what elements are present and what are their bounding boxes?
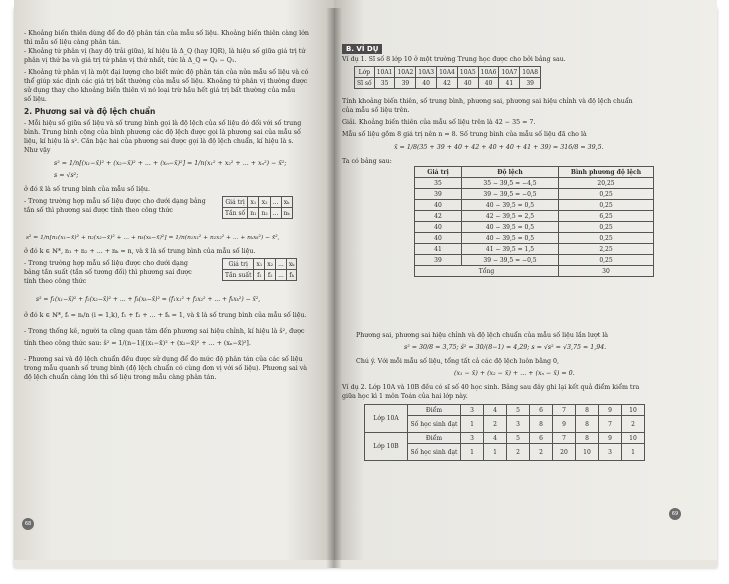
table-cell: 1 [622, 444, 645, 461]
table-cell: x₂ [259, 197, 270, 208]
table-cell: 1 [461, 444, 484, 461]
table-cell: ... [270, 197, 281, 208]
table-cell: 40 [457, 78, 478, 89]
table-header: Bình phương độ lệch [559, 167, 654, 178]
table-row [365, 433, 645, 444]
page-number: 69 [669, 508, 681, 520]
text-line: độ lệch chuẩn càng lớn thì số liệu trong mẫu càng phân tán. [24, 374, 217, 381]
text-line: sử dụng thay cho khoảng biến thiên vì nó loại trừ hầu hết giá trị bất thường của mẫu [24, 87, 296, 94]
table-cell: ... [270, 208, 281, 219]
table-cell: 39 [395, 78, 416, 89]
frequency-table [222, 196, 293, 219]
text-line: thì mẫu số liệu càng phân tán. [24, 39, 121, 46]
table-cell: 20,25 [559, 178, 654, 189]
table-cell: 40 [478, 78, 499, 89]
table-cell: 10A6 [478, 67, 499, 78]
table-cell: 4 [484, 433, 507, 444]
table-cell: 9 [553, 416, 576, 433]
table-cell: 10 [622, 433, 645, 444]
table-cell: 0,25 [559, 255, 654, 266]
table-row [415, 200, 654, 211]
table-row [415, 222, 654, 233]
table-cell: 5 [507, 433, 530, 444]
text-line: - Trong trường hợp mẫu số liệu được cho dưới dạng bảng [24, 198, 206, 205]
formula: (x₁ − x̄) + (x₂ − x̄) + ... + (xₙ − x̄) = 0. [454, 370, 575, 377]
table-cell: Số học sinh đạt [408, 416, 461, 433]
table-cell: 10A3 [416, 67, 437, 78]
table-cell: 3 [461, 433, 484, 444]
table-cell: 3 [461, 405, 484, 416]
table-cell: 39 [415, 255, 462, 266]
table-cell: Giá trị [223, 259, 254, 270]
text-line: - Khoảng biến thiên dùng để đo độ phân tán của mẫu số liệu. Khoảng biến thiên càng lớn [24, 30, 309, 37]
table-cell: 39 − 39,5 = −0,5 [462, 255, 559, 266]
table-cell: xₖ [286, 259, 297, 270]
table-cell: 6 [530, 433, 553, 444]
text-line: của mẫu số liệu trên. [342, 107, 410, 114]
table-cell: 39 [520, 78, 541, 89]
table-cell: 2 [484, 416, 507, 433]
table-cell: 20 [553, 444, 576, 461]
table-cell: x₁ [254, 259, 265, 270]
table-row [415, 266, 654, 277]
table-cell: 40 − 39,5 = 0,5 [462, 200, 559, 211]
table-cell: 40 [415, 200, 462, 211]
section-title: 2. Phương sai và độ lệch chuẩn [24, 107, 156, 116]
table-header: Độ lệch [462, 167, 559, 178]
table-cell: ... [276, 270, 287, 281]
table-cell: 10A4 [437, 67, 458, 78]
text-line: - Khoảng tứ phân vị là một đại lượng cho biết mức độ phân tán của nửa mẫu số liệu và có [24, 69, 309, 76]
text-line: - Mỗi hiệu số giữa số liệu và số trung bình gọi là độ lệch của số liệu đó đối với số trung [24, 120, 302, 127]
text-line: Như vậy [24, 147, 51, 154]
text-line: Ta có bảng sau: [342, 158, 392, 165]
table-cell: 41 [499, 78, 520, 89]
table-cell: 0,25 [559, 222, 654, 233]
table-cell: 30 [559, 266, 654, 277]
table-row [415, 189, 654, 200]
text-line: thể giúp xác định các giá trị bất thường của mẫu số liệu. Khoảng tứ phân vị thường được [24, 78, 308, 85]
table-cell: f₁ [254, 270, 265, 281]
text-line: Ví dụ 2. Lớp 10A và 10B đều có sĩ số 40 học sinh. Bảng sau đây ghi lại kết quả điểm kiểm tra [342, 384, 640, 391]
table-cell: 10A7 [499, 67, 520, 78]
table-cell: 10A5 [457, 67, 478, 78]
table-cell: 39 − 39,5 = −0,5 [462, 189, 559, 200]
table-cell: 41 − 39,5 = 1,5 [462, 244, 559, 255]
text-line: ở đó k ∈ ℕ*, fᵢ = nᵢ/n (i = 1,k), f₁ + f₂ + ... + fₖ = 1, và x̄ là số trung bình của mẫu số liệu. [24, 312, 307, 319]
table-cell: Số học sinh đạt [408, 444, 461, 461]
text-line: - Phương sai và độ lệch chuẩn đều được sử dụng để đo mức độ phân tán của các số liệu [24, 356, 303, 363]
table-cell: 0,25 [559, 189, 654, 200]
table-cell: 40 [416, 78, 437, 89]
table-cell: 2 [530, 444, 553, 461]
table-cell: Điểm [408, 405, 461, 416]
table-header: Giá trị [415, 167, 462, 178]
table-cell: 0,25 [559, 200, 654, 211]
formula: s = √s²; [54, 172, 79, 179]
table-row [415, 244, 654, 255]
formula: x̄ = 1/8(35 + 39 + 40 + 42 + 40 + 40 + 41 + 39) = 316/8 = 39,5. [394, 144, 604, 151]
text-line: bảng tần suất (tần số tương đối) thì phương sai được [24, 269, 192, 276]
table-cell: 7 [553, 405, 576, 416]
table-cell: Sĩ số [355, 78, 375, 89]
table-cell: Điểm [408, 433, 461, 444]
text-line: liệu, kí hiệu là s². Căn bậc hai của phương sai được gọi là độ lệch chuẩn, kí hiệu là s. [24, 138, 294, 145]
table-cell: 1 [484, 444, 507, 461]
table-cell: 42 − 39,5 = 2,5 [462, 211, 559, 222]
table-cell: 8 [576, 416, 599, 433]
text-line: tần số thì phương sai được tính theo công thức [24, 207, 173, 214]
formula: s² = 1/n[(x₁−x̄)² + (x₂−x̄)² + ... + (xₙ−x̄)²] = 1/n(x₁² + x₂² + ... + xₙ²) − x̄²; [54, 160, 287, 167]
table-cell: 5 [507, 405, 530, 416]
table-cell: 35 [415, 178, 462, 189]
table-cell: Tổng [415, 266, 559, 277]
table-cell: 8 [576, 405, 599, 416]
book-spine [326, 8, 342, 568]
table-cell: 40 − 39,5 = 0,5 [462, 222, 559, 233]
table-cell: 42 [415, 211, 462, 222]
table-cell: fₖ [286, 270, 297, 281]
table-cell: 40 [415, 222, 462, 233]
section-banner: B. VÍ DỤ [342, 44, 382, 54]
table-cell: 9 [599, 405, 622, 416]
text-line: - Trong trường hợp mẫu số liệu được cho dưới dạng [24, 260, 188, 267]
table-cell: 10A1 [374, 67, 395, 78]
text-line: ở đó k ∈ ℕ*, n₁ + n₂ + ... + nₖ = n, và x̄ là số trung bình của mẫu số liệu. [24, 248, 256, 255]
text-line: Chú ý. Với mỗi mẫu số liệu, tổng tất cả các độ lệch luôn bằng 0, [356, 358, 560, 365]
table-cell: 0,25 [559, 233, 654, 244]
table-cell: 7 [599, 416, 622, 433]
table-cell: 7 [553, 433, 576, 444]
table-cell: Tần suất [223, 270, 254, 281]
table-cell: f₂ [265, 270, 276, 281]
table-cell: ... [276, 259, 287, 270]
table-cell: 10 [622, 405, 645, 416]
table-cell: Lớp 10A [365, 405, 408, 433]
text-line: trong mẫu quanh số trung bình (độ lệch chuẩn có cùng đơn vị với số liệu). Phương sai và [24, 365, 308, 372]
table-cell: 10 [576, 444, 599, 461]
text-line: Ví dụ 1. Sĩ số 8 lớp 10 ở một trường Trung học được cho bởi bảng sau. [342, 56, 566, 63]
table-cell: 8 [576, 433, 599, 444]
table-cell: 2,25 [559, 244, 654, 255]
table-cell: nₖ [281, 208, 292, 219]
text-line: Giải. Khoảng biến thiên của mẫu số liệu trên là 42 − 35 = 7. [342, 119, 536, 126]
table-cell: 40 [415, 233, 462, 244]
table-cell: Lớp [355, 67, 375, 78]
table-cell: 3 [599, 444, 622, 461]
text-line: Mẫu số liệu gồm 8 giá trị nên n = 8. Số trung bình của mẫu số liệu đã cho là [342, 131, 587, 138]
table-cell: 2 [507, 444, 530, 461]
table-cell: 40 − 39,5 = 0,5 [462, 233, 559, 244]
table-row [415, 178, 654, 189]
text-line: số liệu. [24, 96, 47, 103]
table-cell: Lớp 10B [365, 433, 408, 461]
table-cell: 1 [461, 416, 484, 433]
table-cell: 42 [437, 78, 458, 89]
table-cell: 35 − 39,5 = −4,5 [462, 178, 559, 189]
table-cell: n₁ [248, 208, 259, 219]
table-cell: 6,25 [559, 211, 654, 222]
text-line: giữa học kì 1 môn Toán của hai lớp này. [342, 393, 468, 400]
formula: s² = 1/n[n₁(x₁−x̄)² + n₂(x₂−x̄)² + ... + nₖ(xₖ−x̄)²] = 1/n(n₁x₁² + n₂x₂² + ... + nₖxₖ²) − x̄², [26, 235, 280, 241]
relative-frequency-table [222, 258, 297, 281]
formula: s² = f₁(x₁−x̄)² + f₂(x₂−x̄)² + ... + fₖ(xₖ−x̄)² = (f₁x₁² + f₂x₂² + ... + fₖxₖ²) − x̄², [36, 296, 261, 303]
right-page [334, 0, 717, 560]
text-line: tính theo công thức sau: ŝ² = 1/(n−1)[(x₁−x̄)² + (x₂−x̄)² + ... + (xₙ−x̄)²]. [24, 340, 251, 347]
table-row [415, 211, 654, 222]
table-cell: 10A8 [520, 67, 541, 78]
table-cell: 2 [622, 416, 645, 433]
table-cell: xₖ [281, 197, 292, 208]
table-cell: 39 [415, 189, 462, 200]
table-cell: 3 [507, 416, 530, 433]
table-row [365, 405, 645, 416]
text-line: - Trong thống kê, người ta cũng quan tâm đến phương sai hiệu chỉnh, kí hiệu là ŝ², được [24, 328, 305, 335]
table-cell: n₂ [259, 208, 270, 219]
text-line: tính theo công thức [24, 278, 87, 285]
text-line: bình. Trung bình cộng của bình phương các độ lệch được gọi là phương sai của mẫu số [24, 129, 301, 136]
table-row [415, 255, 654, 266]
table-cell: 10A2 [395, 67, 416, 78]
page-number: 68 [22, 518, 34, 530]
table-cell: 4 [484, 405, 507, 416]
table-cell: 35 [374, 78, 395, 89]
formula: s² = 30/8 = 3,75; ŝ² = 30/(8−1) ≈ 4,29; s = √s² = √3,75 ≈ 1,94. [404, 344, 607, 351]
table-cell: 9 [599, 433, 622, 444]
table-cell: x₂ [265, 259, 276, 270]
table-cell: Giá trị [223, 197, 248, 208]
table-cell: 6 [530, 405, 553, 416]
text-line: Tính khoảng biến thiên, số trung bình, phương sai, phương sai hiệu chỉnh và độ lệch chuẩn [342, 98, 633, 105]
table-cell: 8 [530, 416, 553, 433]
text-line: - Khoảng tứ phân vị (hay độ trải giữa), kí hiệu là Δ_Q (hay IQR), là hiệu số giữa giá trị tứ [24, 48, 306, 55]
text-line: phân vị thứ ba và giá trị tứ phân vị thứ nhất, tức là Δ_Q = Q₃ − Q₁. [24, 57, 237, 64]
table-cell: 41 [415, 244, 462, 255]
table-cell: Tần số [223, 208, 248, 219]
score-table [364, 404, 645, 461]
table-cell: x₁ [248, 197, 259, 208]
table-row [415, 233, 654, 244]
left-page [14, 0, 334, 560]
deviation-table [414, 166, 654, 277]
text-line: Phương sai, phương sai hiệu chỉnh và độ lệch chuẩn của mẫu số liệu lần lượt là [356, 332, 609, 339]
class-size-table [354, 66, 541, 89]
text-line: ở đó x̄ là số trung bình của mẫu số liệu. [24, 186, 150, 193]
